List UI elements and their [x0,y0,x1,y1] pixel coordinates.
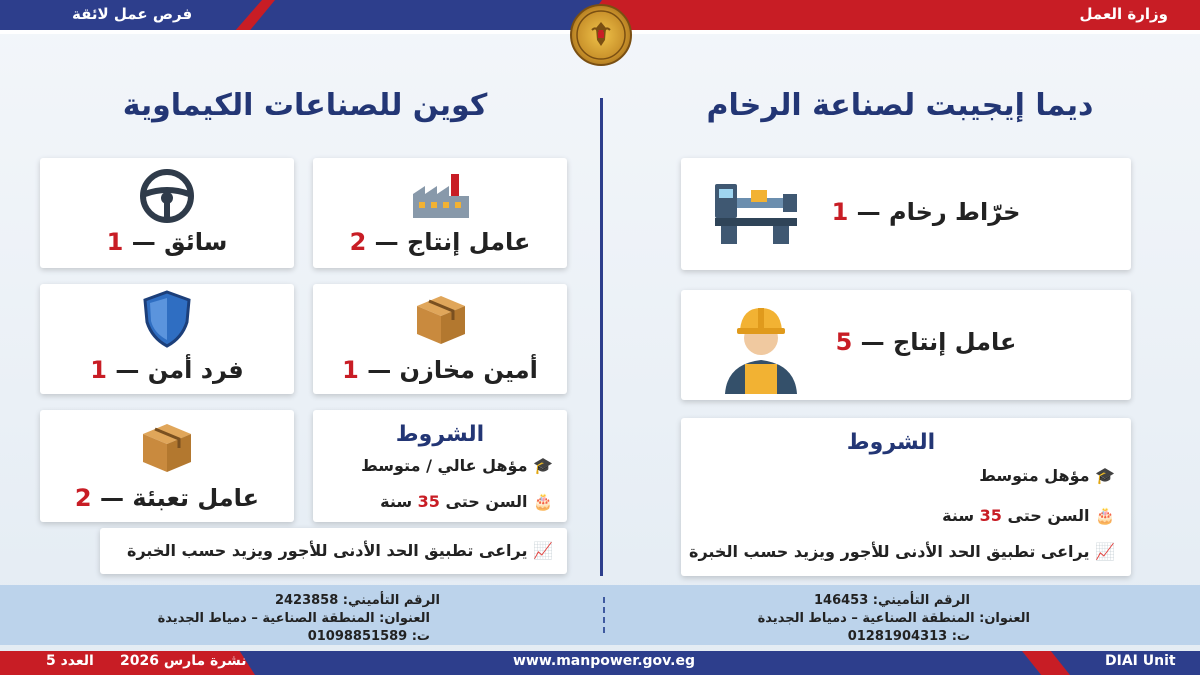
issue-number: العدد 5 [46,653,94,669]
job-card-driver [40,158,294,268]
job-label: عامل إنتاج — 2 [349,228,531,256]
right-phone: ت: 01281904313 [847,629,970,644]
left-insurance-number: الرقم التأميني: 2423858 [274,593,440,608]
left-company-title: كوين للصناعات الكيماوية [122,88,488,123]
graduation-cap-icon: 🎓 [1095,466,1115,485]
job-card-warehouse-keeper [313,284,567,394]
unit-label: DIAI Unit [1105,653,1176,669]
left-address: العنوان: المنطقة الصناعية – دمياط الجديدة [157,611,430,626]
factory-icon [411,168,471,224]
growth-chart-icon: 📈 [533,541,553,560]
job-card-packing-worker [40,410,294,522]
job-label: سائق — 1 [106,228,228,256]
condition-age: 🎂 السن حتى 35 سنة [942,506,1115,525]
job-label: عامل إنتاج — 5 [835,328,1017,356]
steering-wheel-icon [139,168,195,228]
right-address: العنوان: المنطقة الصناعية – دمياط الجديدة [757,611,1030,626]
conditions-card-right [681,418,1131,576]
condition-wage: 📈 يراعى تطبيق الحد الأدنى للأجور ويزيد حسب الخبرة [689,542,1115,561]
left-phone: ت: 01098851589 [307,629,430,644]
contact-divider [603,597,605,633]
birthday-cake-icon: 🎂 [533,492,553,511]
website-link[interactable]: www.manpower.gov.eg [513,653,695,669]
job-card-marble-turner [681,158,1131,270]
conditions-card-left [313,410,567,522]
right-company-title: ديما إيجيبت لصناعة الرخام [706,88,1094,123]
right-insurance-number: الرقم التأميني: 146453 [813,593,970,608]
box-icon [139,420,195,478]
column-divider [600,98,603,576]
job-label: خرّاط رخام — 1 [831,198,1021,226]
conditions-title: الشروط [395,422,485,447]
job-card-security-guard [40,284,294,394]
condition-qualification: 🎓 مؤهل متوسط [979,466,1115,485]
shield-icon [142,290,192,352]
job-label: فرد أمن — 1 [90,356,244,384]
wage-card-left [100,528,567,574]
growth-chart-icon: 📈 [1095,542,1115,561]
condition-qualification: 🎓 مؤهل عالي / متوسط [361,456,553,475]
condition-age: 🎂 السن حتى 35 سنة [380,492,553,511]
job-label: أمين مخازن — 1 [342,356,538,384]
birthday-cake-icon: 🎂 [1095,506,1115,525]
ministry-seal-logo [570,4,632,66]
header-left-title: فرص عمل لائقة [72,5,193,23]
bulletin-date: نشرة مارس 2026 [120,653,247,669]
header-right-title: وزارة العمل [1079,5,1168,23]
job-label: عامل تعبئة — 2 [74,484,260,512]
job-card-production-worker [681,290,1131,400]
graduation-cap-icon: 🎓 [533,456,553,475]
conditions-title: الشروط [846,430,936,455]
condition-wage: 📈 يراعى تطبيق الحد الأدنى للأجور ويزيد حسب الخبرة [127,541,553,560]
job-card-production-worker [313,158,567,268]
box-icon [413,292,469,350]
